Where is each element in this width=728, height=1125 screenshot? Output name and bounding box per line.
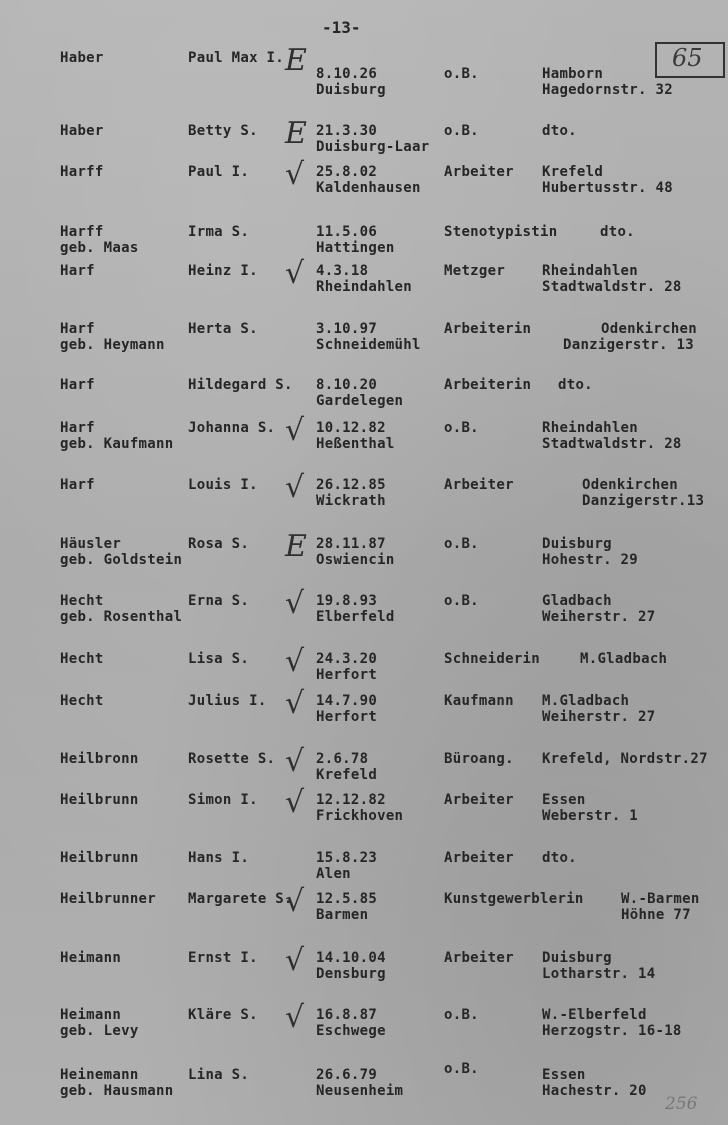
birth-place: Wickrath <box>316 493 386 509</box>
city: dto. <box>542 850 577 866</box>
street: Lotharstr. 14 <box>542 966 656 982</box>
city: M.Gladbach <box>542 693 630 709</box>
birth-date: 4.3.18 <box>316 263 369 279</box>
footer-mark: 256 <box>665 1094 698 1114</box>
given-name: Erna S. <box>188 593 250 609</box>
handwritten-mark: √ <box>285 413 305 448</box>
street: Höhne 77 <box>621 907 691 923</box>
birth-place: Gardelegen <box>316 393 404 409</box>
given-name: Kläre S. <box>188 1007 258 1023</box>
handwritten-mark: √ <box>285 256 305 291</box>
occupation: o.B. <box>444 66 479 82</box>
surname: Harf <box>60 377 95 393</box>
given-name: Julius I. <box>188 693 267 709</box>
birth-place: Krefeld <box>316 767 378 783</box>
handwritten-mark: √ <box>285 943 305 978</box>
birth-date: 8.10.26 <box>316 66 378 82</box>
page-number: -13- <box>322 18 361 37</box>
birth-place: Eschwege <box>316 1023 386 1039</box>
street: Weiherstr. 27 <box>542 609 656 625</box>
street: Hagedornstr. 32 <box>542 82 673 98</box>
surname: Heinemann <box>60 1067 139 1083</box>
table-row <box>0 586 728 645</box>
given-name: Margarete S. <box>188 891 293 907</box>
occupation: Kunstgewerblerin <box>444 891 584 907</box>
handwritten-mark: √ <box>285 884 305 919</box>
birth-date: 3.10.97 <box>316 321 378 337</box>
surname: Harf <box>60 477 95 493</box>
birth-date: 25.8.02 <box>316 164 378 180</box>
city: Odenkirchen <box>582 477 679 493</box>
birth-date: 12.12.82 <box>316 792 386 808</box>
surname: Haber <box>60 123 104 139</box>
given-name: Lina S. <box>188 1067 250 1083</box>
birth-place: Barmen <box>316 907 369 923</box>
birth-place: Oswiencin <box>316 552 395 568</box>
birth-name: geb. Maas <box>60 240 139 256</box>
birth-name: geb. Kaufmann <box>60 436 174 452</box>
birth-place: Herfort <box>316 709 378 725</box>
surname: Hecht <box>60 593 104 609</box>
birth-place: Hattingen <box>316 240 395 256</box>
occupation: Arbeiter <box>444 950 514 966</box>
given-name: Paul I. <box>188 164 250 180</box>
surname: Heilbrunner <box>60 891 157 907</box>
surname: Heimann <box>60 950 122 966</box>
birth-date: 2.6.78 <box>316 751 369 767</box>
birth-date: 16.8.87 <box>316 1007 378 1023</box>
handwritten-mark: √ <box>285 1000 305 1035</box>
birth-place: Frickhoven <box>316 808 404 824</box>
birth-date: 11.5.06 <box>316 224 378 240</box>
birth-date: 24.3.20 <box>316 651 378 667</box>
street: Stadtwaldstr. 28 <box>542 436 682 452</box>
given-name: Rosette S. <box>188 751 276 767</box>
street: Weberstr. 1 <box>542 808 639 824</box>
table-row <box>0 529 728 588</box>
street: Danzigerstr.13 <box>582 493 705 509</box>
surname: Harf <box>60 263 95 279</box>
city: Odenkirchen <box>601 321 698 337</box>
surname: Hecht <box>60 693 104 709</box>
surname: Heilbrunn <box>60 850 139 866</box>
birth-place: Alen <box>316 866 351 882</box>
city: Hamborn <box>542 66 604 82</box>
table-row <box>0 470 728 529</box>
table-row <box>0 321 728 373</box>
occupation: Arbeiter <box>444 164 514 180</box>
table-row <box>0 43 728 102</box>
birth-name: geb. Rosenthal <box>60 609 183 625</box>
occupation: o.B. <box>444 1007 479 1023</box>
birth-place: Rheindahlen <box>316 279 413 295</box>
birth-place: Schneidemühl <box>316 337 421 353</box>
street: Stadtwaldstr. 28 <box>542 279 682 295</box>
city: Essen <box>542 1067 586 1083</box>
surname: Heilbronn <box>60 751 139 767</box>
surname: Harff <box>60 164 104 180</box>
birth-place: Kaldenhausen <box>316 180 421 196</box>
birth-name: geb. Hausmann <box>60 1083 174 1099</box>
birth-date: 8.10.20 <box>316 377 378 393</box>
birth-date: 21.3.30 <box>316 123 378 139</box>
birth-place: Duisburg-Laar <box>316 139 430 155</box>
given-name: Herta S. <box>188 321 258 337</box>
given-name: Lisa S. <box>188 651 250 667</box>
birth-date: 14.10.04 <box>316 950 386 966</box>
surname: Harff <box>60 224 104 240</box>
birth-place: Elberfeld <box>316 609 395 625</box>
table-row <box>0 256 728 315</box>
surname: Häusler <box>60 536 122 552</box>
birth-place: Heßenthal <box>316 436 395 452</box>
handwritten-mark: √ <box>285 157 305 192</box>
birth-place: Densburg <box>316 966 386 982</box>
occupation: o.B. <box>444 123 479 139</box>
occupation: o.B. <box>444 593 479 609</box>
handwritten-mark: E <box>285 529 307 564</box>
table-row <box>0 686 728 745</box>
birth-date: 26.12.85 <box>316 477 386 493</box>
given-name: Irma S. <box>188 224 250 240</box>
occupation: Kaufmann <box>444 693 514 709</box>
table-row <box>0 413 728 472</box>
city: Rheindahlen <box>542 263 639 279</box>
birth-name: geb. Heymann <box>60 337 165 353</box>
table-row <box>0 1061 728 1119</box>
city: W.-Barmen <box>621 891 700 907</box>
city: M.Gladbach <box>580 651 668 667</box>
city: dto. <box>542 123 577 139</box>
surname: Harf <box>60 321 95 337</box>
birth-name: geb. Goldstein <box>60 552 183 568</box>
birth-date: 26.6.79 <box>316 1067 378 1083</box>
given-name: Betty S. <box>188 123 258 139</box>
occupation: Arbeiter <box>444 850 514 866</box>
table-row <box>0 1000 728 1059</box>
occupation: Arbeiterin <box>444 377 532 393</box>
street: Hohestr. 29 <box>542 552 639 568</box>
street: Weiherstr. 27 <box>542 709 656 725</box>
occupation: o.B. <box>444 420 479 436</box>
archive-number: 65 <box>672 44 703 72</box>
handwritten-mark: E <box>285 116 307 151</box>
handwritten-mark: E <box>285 43 307 78</box>
occupation: Schneiderin <box>444 651 541 667</box>
table-row <box>0 943 728 1002</box>
street: Herzogstr. 16-18 <box>542 1023 682 1039</box>
occupation: Arbeiter <box>444 792 514 808</box>
street: Hachestr. 20 <box>542 1083 647 1099</box>
street: Danzigerstr. 13 <box>563 337 694 353</box>
occupation: Stenotypistin <box>444 224 558 240</box>
surname: Hecht <box>60 651 104 667</box>
handwritten-mark: √ <box>285 644 305 679</box>
given-name: Louis I. <box>188 477 258 493</box>
handwritten-mark: √ <box>285 785 305 820</box>
birth-place: Neusenheim <box>316 1083 404 1099</box>
birth-date: 10.12.82 <box>316 420 386 436</box>
city: Gladbach <box>542 593 612 609</box>
street: Hubertusstr. 48 <box>542 180 673 196</box>
birth-place: Herfort <box>316 667 378 683</box>
occupation: Büroang. <box>444 751 514 767</box>
birth-date: 28.11.87 <box>316 536 386 552</box>
occupation: o.B. <box>444 536 479 552</box>
birth-date: 15.8.23 <box>316 850 378 866</box>
surname: Haber <box>60 50 104 66</box>
handwritten-mark: √ <box>285 744 305 779</box>
surname: Harf <box>60 420 95 436</box>
city: Duisburg <box>542 536 612 552</box>
city: dto. <box>600 224 635 240</box>
city: Krefeld <box>542 164 604 180</box>
table-row <box>0 157 728 216</box>
table-row <box>0 785 728 844</box>
occupation: Arbeiter <box>444 477 514 493</box>
birth-date: 19.8.93 <box>316 593 378 609</box>
city: Krefeld, Nordstr.27 <box>542 751 708 767</box>
birth-name: geb. Levy <box>60 1023 139 1039</box>
surname: Heimann <box>60 1007 122 1023</box>
city: dto. <box>558 377 593 393</box>
birth-place: Duisburg <box>316 82 386 98</box>
handwritten-mark: √ <box>285 686 305 721</box>
given-name: Johanna S. <box>188 420 276 436</box>
birth-date: 12.5.85 <box>316 891 378 907</box>
city: Essen <box>542 792 586 808</box>
table-row <box>0 884 728 943</box>
given-name: Ernst I. <box>188 950 258 966</box>
given-name: Heinz I. <box>188 263 258 279</box>
given-name: Rosa S. <box>188 536 250 552</box>
city: W.-Elberfeld <box>542 1007 647 1023</box>
city: Rheindahlen <box>542 420 639 436</box>
birth-date: 14.7.90 <box>316 693 378 709</box>
occupation: o.B. <box>444 1061 479 1077</box>
given-name: Paul Max I. <box>188 50 285 66</box>
city: Duisburg <box>542 950 612 966</box>
given-name: Hans I. <box>188 850 250 866</box>
handwritten-mark: √ <box>285 586 305 621</box>
occupation: Metzger <box>444 263 506 279</box>
surname: Heilbrunn <box>60 792 139 808</box>
handwritten-mark: √ <box>285 470 305 505</box>
occupation: Arbeiterin <box>444 321 532 337</box>
given-name: Simon I. <box>188 792 258 808</box>
given-name: Hildegard S. <box>188 377 293 393</box>
